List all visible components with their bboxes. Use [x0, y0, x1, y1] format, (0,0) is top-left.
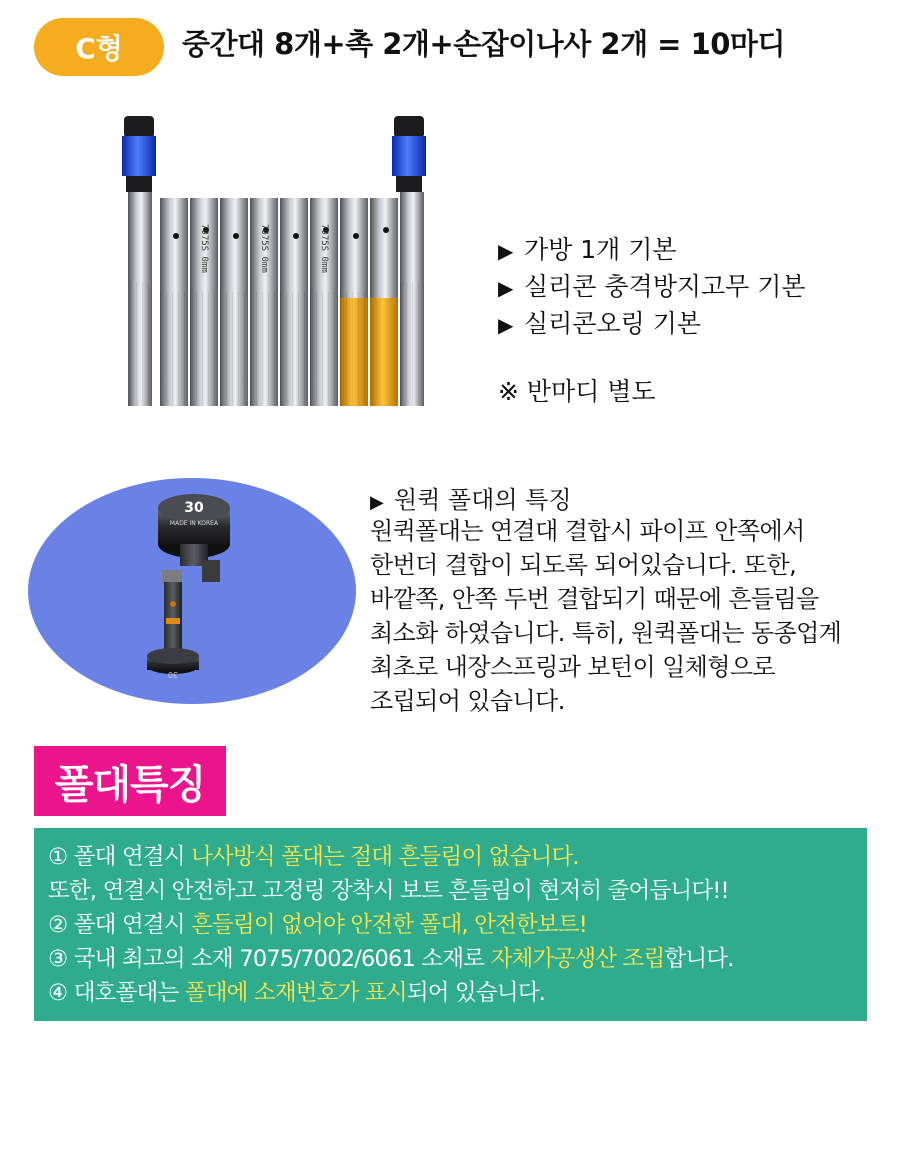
feature-highlight: 폴대에 소재번호가 표시 [184, 980, 407, 1006]
half-segment-note: ※ 반마디 별도 [498, 377, 656, 406]
included-item [498, 306, 806, 343]
type-badge: C형 [34, 18, 164, 76]
included-item-label: 가방 1개 기본 [524, 235, 677, 264]
feature-line: 원퀵폴대는 연결대 결합시 파이프 안쪽에서 [370, 517, 805, 545]
feature-text: ④ 대호폴대는 [48, 980, 185, 1006]
pole-feature-line [48, 976, 867, 1010]
feature-heading-label: 원퀵 폴대의 특징 [394, 486, 572, 514]
triangle-bullet-icon: ▶ [498, 276, 514, 300]
knob-number: 30 [184, 500, 204, 516]
feature-line: 최소화 하였습니다. 특히, 원퀵폴대는 동종업계 [370, 619, 842, 647]
pole-feature-line [48, 840, 867, 874]
segment-label: 7075S 0mm [199, 224, 209, 273]
pole-feature-line [48, 874, 867, 908]
segment-label: 7075S 0mm [259, 224, 269, 273]
feature-highlight: 흔들림이 없어야 안전한 폴대, 안전한보트! [191, 912, 587, 938]
feature-text: ② 폴대 연결시 [48, 912, 192, 938]
included-item-label: 실리콘오링 기본 [524, 309, 701, 338]
feature-description [370, 514, 890, 718]
pole-features-box [34, 828, 867, 1021]
triangle-bullet-icon: ▶ [370, 492, 384, 513]
included-item [498, 269, 806, 306]
feature-text: 되어 있습니다. [406, 980, 546, 1006]
feature-line: 바깥쪽, 안쪽 두번 결합되기 때문에 흔들림을 [370, 585, 819, 613]
feature-highlight: 자체가공생산 조립 [490, 946, 665, 972]
knob-bottom-number: 30 [167, 670, 179, 679]
feature-line: 최초로 내장스프링과 보턴이 일체형으로 [370, 653, 776, 681]
triangle-bullet-icon: ▶ [498, 313, 514, 337]
pole-feature-line [48, 908, 867, 942]
quick-connector-photo [28, 478, 356, 704]
included-item-label: 실리콘 충격방지고무 기본 [524, 272, 806, 301]
included-item [498, 232, 806, 269]
feature-highlight: 나사방식 폴대는 절대 흔들림이 없습니다. [191, 844, 579, 870]
pole-features-heading: 폴대특징 [34, 746, 226, 816]
triangle-bullet-icon: ▶ [498, 239, 514, 263]
included-items-list [498, 232, 806, 343]
feature-text: ① 폴대 연결시 [48, 844, 192, 870]
knob-text: MADE IN KOREA [169, 520, 219, 527]
feature-line: 한번더 결합이 되도록 되어있습니다. 또한, [370, 551, 797, 579]
feature-text: 또한, 연결시 안전하고 고정링 장착시 보트 흔들림이 현저히 줄어듭니다!! [48, 878, 729, 904]
pole-segments-photo [118, 112, 432, 406]
feature-heading [370, 480, 572, 515]
feature-text: 합니다. [664, 946, 734, 972]
pole-feature-line [48, 942, 867, 976]
feature-line: 조립되어 있습니다. [370, 687, 565, 715]
segment-label: 7075S 0mm [319, 224, 329, 273]
header-title: 중간대 8개+촉 2개+손잡이나사 2개 = 10마디 [182, 27, 785, 61]
feature-text: ③ 국내 최고의 소재 7075/7002/6061 소재로 [48, 946, 491, 972]
